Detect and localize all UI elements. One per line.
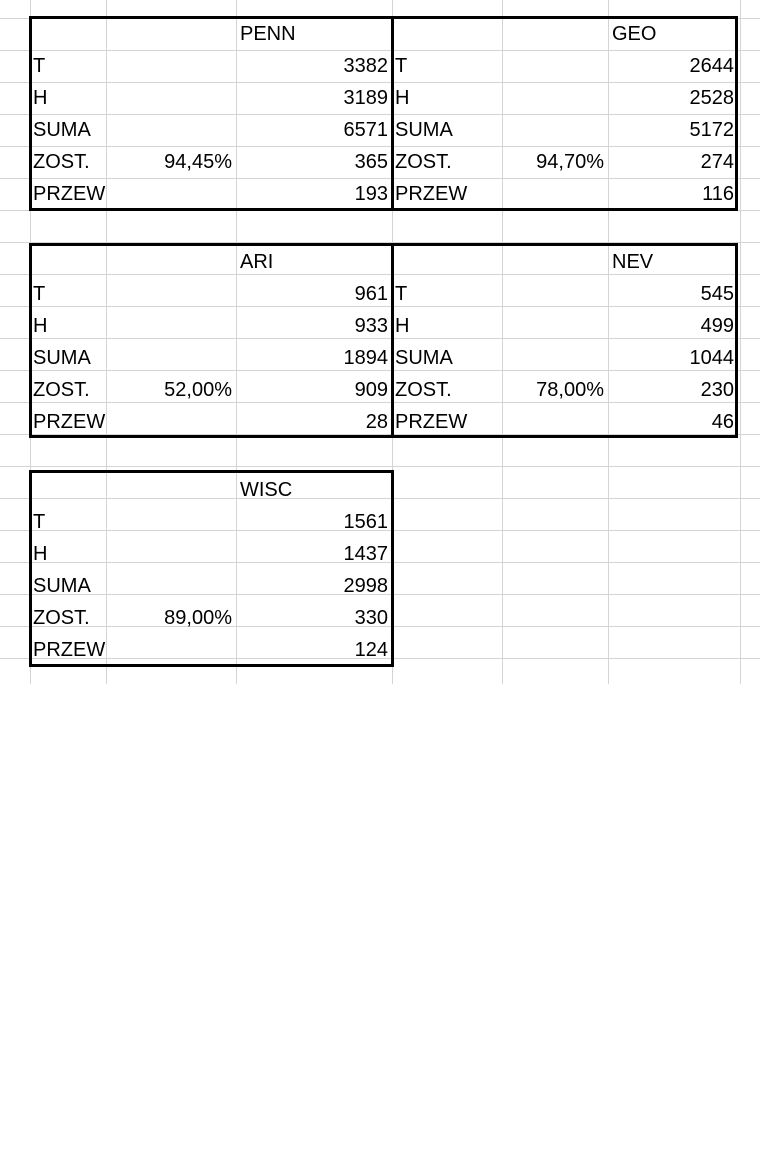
row-label-zost[interactable]: ZOST. <box>395 379 452 401</box>
value-suma[interactable]: 2998 <box>343 575 388 597</box>
value-zost[interactable]: 230 <box>700 379 734 401</box>
value-h[interactable]: 3189 <box>343 87 388 109</box>
value-t[interactable]: 1561 <box>343 511 388 533</box>
value-t[interactable]: 961 <box>354 283 388 305</box>
row-label-h[interactable]: H <box>33 543 48 565</box>
value-suma[interactable]: 6571 <box>343 119 388 141</box>
value-przew[interactable]: 193 <box>354 183 388 205</box>
row-label-zost[interactable]: ZOST. <box>33 379 90 401</box>
row-label-suma[interactable]: SUMA <box>33 575 91 597</box>
value-przew[interactable]: 46 <box>711 411 734 433</box>
row-label-suma[interactable]: SUMA <box>33 347 91 369</box>
value-suma[interactable]: 1894 <box>343 347 388 369</box>
value-suma[interactable]: 1044 <box>689 347 734 369</box>
row-label-zost[interactable]: ZOST. <box>33 607 90 629</box>
value-zost[interactable]: 365 <box>354 151 388 173</box>
table-title[interactable]: GEO <box>612 23 657 45</box>
row-label-t[interactable]: T <box>33 55 46 77</box>
row-label-przew[interactable]: PRZEW <box>33 183 106 205</box>
value-t[interactable]: 3382 <box>343 55 388 77</box>
gridline-vertical <box>740 0 741 684</box>
value-przew[interactable]: 28 <box>365 411 388 433</box>
row-label-suma[interactable]: SUMA <box>33 119 91 141</box>
value-przew[interactable]: 124 <box>354 639 388 661</box>
gridline-horizontal <box>0 466 760 467</box>
value-h[interactable]: 2528 <box>689 87 734 109</box>
value-percent[interactable]: 78,00% <box>536 379 604 401</box>
row-label-zost[interactable]: ZOST. <box>33 151 90 173</box>
table-title[interactable]: PENN <box>240 23 296 45</box>
row-label-przew[interactable]: PRZEW <box>395 183 468 205</box>
row-label-t[interactable]: T <box>33 283 46 305</box>
value-t[interactable]: 2644 <box>689 55 734 77</box>
value-suma[interactable]: 5172 <box>689 119 734 141</box>
row-label-przew[interactable]: PRZEW <box>33 639 106 661</box>
row-label-przew[interactable]: PRZEW <box>395 411 468 433</box>
value-percent[interactable]: 89,00% <box>164 607 232 629</box>
row-label-zost[interactable]: ZOST. <box>395 151 452 173</box>
gridline-horizontal <box>0 242 760 243</box>
value-t[interactable]: 545 <box>700 283 734 305</box>
row-label-t[interactable]: T <box>33 511 46 533</box>
row-label-t[interactable]: T <box>395 55 408 77</box>
value-przew[interactable]: 116 <box>702 183 734 205</box>
row-label-h[interactable]: H <box>33 315 48 337</box>
row-label-t[interactable]: T <box>395 283 408 305</box>
value-zost[interactable]: 330 <box>354 607 388 629</box>
row-label-suma[interactable]: SUMA <box>395 119 453 141</box>
value-h[interactable]: 933 <box>354 315 388 337</box>
gridline-horizontal <box>0 210 760 211</box>
value-h[interactable]: 1437 <box>343 543 388 565</box>
row-label-h[interactable]: H <box>395 315 410 337</box>
value-h[interactable]: 499 <box>700 315 734 337</box>
value-zost[interactable]: 909 <box>354 379 388 401</box>
value-percent[interactable]: 52,00% <box>164 379 232 401</box>
value-zost[interactable]: 274 <box>700 151 734 173</box>
table-title[interactable]: NEV <box>612 251 654 273</box>
row-label-h[interactable]: H <box>395 87 410 109</box>
value-percent[interactable]: 94,70% <box>536 151 604 173</box>
gridline-vertical <box>502 0 503 684</box>
row-label-przew[interactable]: PRZEW <box>33 411 106 433</box>
gridline-vertical <box>106 0 107 684</box>
table-title[interactable]: ARI <box>240 251 274 273</box>
row-label-h[interactable]: H <box>33 87 48 109</box>
table-title[interactable]: WISC <box>240 479 293 501</box>
value-percent[interactable]: 94,45% <box>164 151 232 173</box>
row-label-suma[interactable]: SUMA <box>395 347 453 369</box>
